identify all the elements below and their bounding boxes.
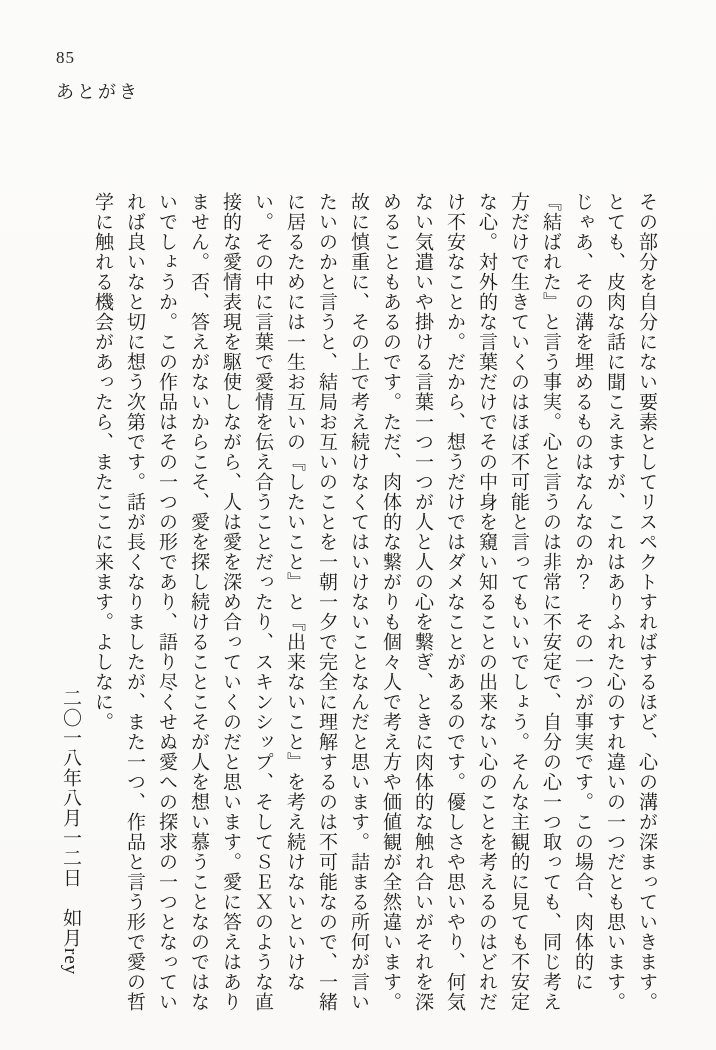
page-header — [56, 48, 140, 104]
text-column: に居るためには一生お互いの『したいこと』と『出来ないこと』を考え続けないといけな — [284, 192, 305, 992]
text-column: たいのかと言うと、結局お互いのことを一朝一夕で完全に理解するのは不可能なので、一緒 — [316, 192, 337, 1012]
text-column: じゃあ、その溝を埋めるものはなんなのか？ その一つが事実です。この場合、肉体的に — [572, 192, 593, 992]
text-column: とても、皮肉な話に聞こえますが、これはありふれた心のすれ違いの一つだとも思います。 — [604, 192, 625, 1012]
text-column: れば良いなと切に想う次第です。話が長くなりましたが、また一つ、作品と言う形で愛の哲 — [124, 192, 145, 1012]
text-column: いでしょうか。この作品はその一つの形であり、語り尽くせぬ愛への探求の一つとなってい — [156, 192, 177, 1012]
signature-line: 二〇一八年八月一二日 如月rey — [60, 688, 81, 976]
page-number: 85 — [56, 48, 75, 67]
text-column: ない気遣いや掛ける言葉一つ一つが人と人の心を繋ぎ、ときに肉体的な触れ合いがそれを深 — [412, 192, 433, 1012]
text-column: めることもあるのです。ただ、肉体的な繋がりも個々人で考え方や価値観が全然違います。 — [380, 192, 401, 1012]
afterword-body — [54, 192, 662, 1014]
text-column: け不安なことか。だから、想うだけではダメなことがあるのです。優しさや思いやり、何気 — [444, 192, 465, 1012]
text-column: 方だけで生きていくのはほぼ不可能と言ってもいいでしょう。そんな主観的に見ても不安定 — [508, 192, 529, 1012]
text-column: その部分を自分にない要素としてリスペクトすればするほど、心の溝が深まっていきます。 — [636, 192, 657, 1012]
text-column: 『結ばれた』と言う事実。心と言うのは非常に不安定で、自分の心一つ取っても、同じ考え — [540, 192, 561, 1012]
text-column: な心。対外的な言葉だけでその中身を窺い知ることの出来ない心のことを考えるのはどれだ — [476, 192, 497, 1012]
text-column: 学に触れる機会があったら、またここに来ます。よしなに。 — [92, 192, 113, 732]
page-title: あとがき — [56, 82, 140, 102]
text-column: い。その中に言葉で愛情を伝え合うことだったり、スキンシップ、そしてＳＥＸのような直 — [252, 192, 273, 1012]
text-column: 接的な愛情表現を駆使しながら、人は愛を深め合っていくのだと思います。愛に答えはあり — [220, 192, 241, 1012]
text-column: 故に慎重に、その上で考え続けなくてはいけないことなんだと思います。詰まる所何が言い — [348, 192, 369, 1012]
text-column: ません。否、答えがないからこそ、愛を探し続けることこそが人を想い慕うことなのではな — [188, 192, 209, 1012]
